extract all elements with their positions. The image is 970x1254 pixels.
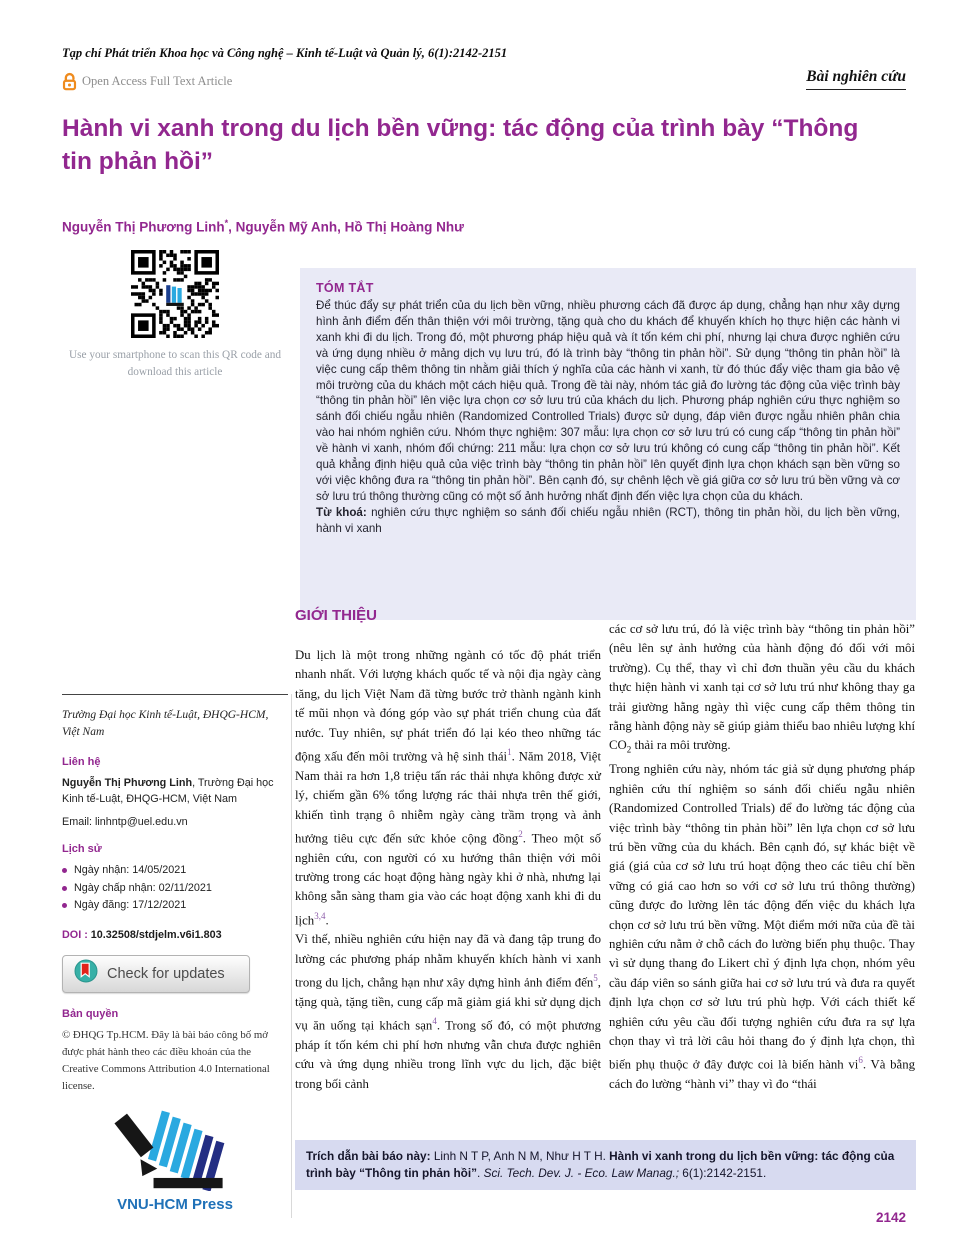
qr-caption: Use your smartphone to scan this QR code and download this article [68, 349, 282, 378]
copyright-text: © ĐHQG Tp.HCM. Đây là bài báo công bố mở được phát hành theo các điều khoản của the Creative Commons Attribution 4.0 International license. [62, 1028, 270, 1092]
sidebar [62, 694, 288, 1213]
citation-box [295, 1140, 916, 1190]
abstract-keywords: Từ khoá: nghiên cứu thực nghiệm so sánh đối chiếu ngẫu nhiên (RCT), thông tin phản hồi, du lịch bền vững, hành vi xanh [316, 505, 900, 535]
history-item: Ngày đăng: 17/12/2021 [62, 897, 288, 915]
article-type-badge: Bài nghiên cứu [806, 68, 906, 90]
contact-email: Email: linhntp@uel.edu.vn [62, 816, 188, 828]
column-divider [291, 694, 292, 1218]
citation-text: Trích dẫn bài báo này: Linh N T P, Anh N M, Như H T H. Hành vi xanh trong du lịch bền vững: tác động của trình bày “Thông tin phản hồi”. Sci. Tech. Dev. J. - Eco. Law Manag.; 6(1):2142-2151. [306, 1149, 895, 1180]
open-access-lock-icon [62, 72, 77, 91]
abstract-text: Để thúc đẩy sự phát triển của du lịch bền vững, nhiều phương cách đã được áp dụng, chẳng hạn như xây dựng hình ảnh điểm đến thân thiện với môi trường, tặng quà cho du khách để khuyến khích họ thực hiện các hành vi xanh khi đi du lịch. Trong đó, một phương pháp hiệu quả và ít tốn kém chi phí, nhưng lại chưa được nghiên cứu và ứng dụng nhiều ở mảng dịch vụ lưu trú, đó là trình bày “thông tin phản hồi”. Sử dụng “thông tin phản hồi” là việc cung cấp thêm thông tin nhằm giải thích ý nghĩa của các hành vi xanh, từ đó thúc đẩy việc tham gia bảo vệ môi trường của du khách một cách hiệu quả. Trong đề tài này, nhóm tác giả đo lường tác động của việc trình bày “thông tin phản hồi” lên việc lựa chọn cơ sở lưu trú của khách du lịch. Phương pháp nghiên cứu thực nghiệm so sánh đối chiếu ngẫu nhiên (Randomized Controlled Trials) được sử dụng, đáp viên được ngẫu nhiên phân chia vào hai nhóm nghiên cứu. Nhóm thực nghiệm: 307 mẫu: lựa chọn cơ sở lưu trú có cung cấp “thông tin phản hồi” về hành vi xanh, nhóm đối chứng: 211 mẫu: lựa chọn cơ sở lưu trú không có cung cấp “thông tin phản hồi”. Kết quả khẳng định hiệu quả của việc trình bày “thông tin phản hồi” lên quyết định lựa chọn khách sạn bền vững so với việc không đưa ra “thông tin phản hồi”. Bên cạnh đó, sự chênh lệch về giá giữa cơ sở lưu trú bền vững và cơ sở lưu trú thông thường cũng có một số ảnh hưởng nhất định đến việc lựa chọn của du khách. [316, 299, 900, 503]
qr-code [131, 250, 219, 338]
history-item: Ngày nhận: 14/05/2021 [62, 862, 288, 880]
body-paragraph: các cơ sở lưu trú, đó là việc trình bày “thông tin phản hồi” (nêu lên sự ảnh hưởng của hành động đó đối với môi trường). Cụ thể, thay vì chỉ đơn thuần yêu cầu du khách thực hiện hành vi xanh tại cơ sở lưu trú như không thay ga trải giường hằng ngày thì việc cung cấp thêm thông tin rằng hành động này sẽ giúp giảm thiểu bao nhiêu lượng khí $CO_2$ thải ra môi trường. [609, 622, 915, 755]
check-for-updates-button[interactable] [62, 955, 250, 993]
check-for-updates-label: Check for updates [107, 965, 225, 982]
affiliation-text: Trường Đại học Kinh tế-Luật, ĐHQG-HCM, Việt Nam [62, 709, 269, 738]
press-logo [62, 1107, 288, 1213]
crossmark-icon [74, 959, 98, 988]
history-item: Ngày chấp nhận: 02/11/2021 [62, 880, 288, 898]
body-paragraph: Vì thế, nhiều nghiên cứu hiện nay đã và đang tập trung đo lường các phương pháp nhằm khuyến khích hành vi xanh trong du lịch, chẳng hạn như xây dựng hình ảnh điểm đến$^5$, tặng quà, tặng tiền, cung cấp mã giảm giá khi sử dụng dịch vụ ăn uống tại khách sạn$^4$. Trong số đó, có một phương pháp ít tốn kém chi phí hơn nhưng vẫn chưa được nghiên cứu và ứng dụng nhiều trong lĩnh vực du lịch, đặc biệt trong bối cảnh [295, 932, 601, 1091]
open-access-row [62, 72, 232, 91]
sidebar-top-rule [62, 694, 288, 695]
press-logo-graphic [100, 1107, 250, 1191]
intro-column-2 [609, 620, 915, 1095]
authors-line: Nguyễn Thị Phương Linh*, Nguyễn Mỹ Anh, Hồ Thị Hoàng Như [62, 218, 464, 235]
intro-column-1 [295, 646, 601, 1094]
history-list [62, 862, 288, 915]
qr-block [62, 250, 288, 381]
abstract-box [300, 268, 916, 620]
journal-header-line: Tạp chí Phát triển Khoa học và Công nghệ – Kinh tế-Luật và Quản lý, 6(1):2142-2151 [62, 46, 508, 60]
contact-text: Nguyễn Thị Phương Linh, Trường Đại học Kinh tế-Luật, ĐHQG-HCM, Việt Nam [62, 777, 274, 805]
abstract-heading: TÓM TẮT [316, 281, 374, 295]
press-logo-text: VNU-HCM Press [117, 1195, 233, 1213]
open-access-label: Open Access Full Text Article [82, 74, 233, 88]
history-heading: Lịch sử [62, 843, 102, 855]
doi-value: 10.32508/stdjelm.v6i1.803 [90, 928, 222, 941]
page-number: 2142 [875, 1210, 906, 1225]
body-paragraph: Du lịch là một trong những ngành có tốc độ phát triển nhanh nhất. Với lượng khách quốc tế và nội địa ngày càng tăng, du lịch Việt Nam đã từng bước trở thành ngành kinh tế mũi nhọn và đóng góp vào sự phát triển chung của đất nước. Tuy nhiên, sự phát triển đó lại kéo theo những tác động xấu đến môi trường và hệ sinh thái$^1$. Năm 2018, Việt Nam thải ra hơn 1,8 triệu tấn rác thải nhựa không được xử lý, chiếm gần 6% tổng lượng rác thải nhựa trên thế giới, khiến tình trạng ô nhiễm ngày càng trầm trọng và ảnh hưởng tiêu cực đến sức khỏe cộng đồng$^2$. Theo một số nghiên cứu, con người có xu hướng thân thiện với môi trường trong các hoạt động hàng ngày khi ở nhà, nhưng lại không sẵn sàng tham gia vào các hoạt động xanh khi đi du lịch$^{3,4}$. [295, 648, 602, 928]
copyright-heading: Bản quyền [62, 1007, 119, 1020]
article-title: Hành vi xanh trong du lịch bền vững: tác động của trình bày “Thông tin phản hồi” [62, 115, 859, 175]
doi-label: DOI : [62, 928, 88, 941]
body-paragraph: Trong nghiên cứu này, nhóm tác giả sử dụng phương pháp nghiên cứu thí nghiệm so sánh đối chiếu ngẫu nhiên (Randomized Controlled Trials) để đo lường tác động của việc trình bày “thông tin phản hồi” lên lựa chọn cơ sở lưu trú bền vững của du khách. Bên cạnh đó, sự khác biệt về giá (giá của cơ sở lưu trú hoạt động theo các tiêu chí bền vững có giá cao hơn so với cơ sở lưu trú thông thường) cũng được đo lường lên tác động đến việc du khách lựa chọn cơ sở lưu trú bền vững. Một điểm mới nữa của đề tài nghiên cứu nằm ở chỗ cách đo lường biến phụ thuộc. Thay vì sử dụng thang đo Likert chỉ ý định lựa chọn, nhóm yêu cầu đáp viên so sánh giữa hai cơ sở lưu trú và đưa ra quyết định lựa chọn cơ sở lưu trú phù hợp. Với cách thiết kế nghiên cứu yêu cầu đối tượng nghiên cứu đưa ra sự lựa chọn thay vì trả lời câu hỏi thang đo ý định lựa chọn, thì biến phụ thuộc ở đây được coi là biến hành $vi^6$. Và bằng cách đo lường “hành vi” thay vì đo “thái [609, 762, 915, 1092]
contact-heading: Liên hệ [62, 756, 101, 768]
section-heading-gioi-thieu: GIỚI THIỆU [295, 607, 377, 624]
doi-line [62, 929, 288, 941]
